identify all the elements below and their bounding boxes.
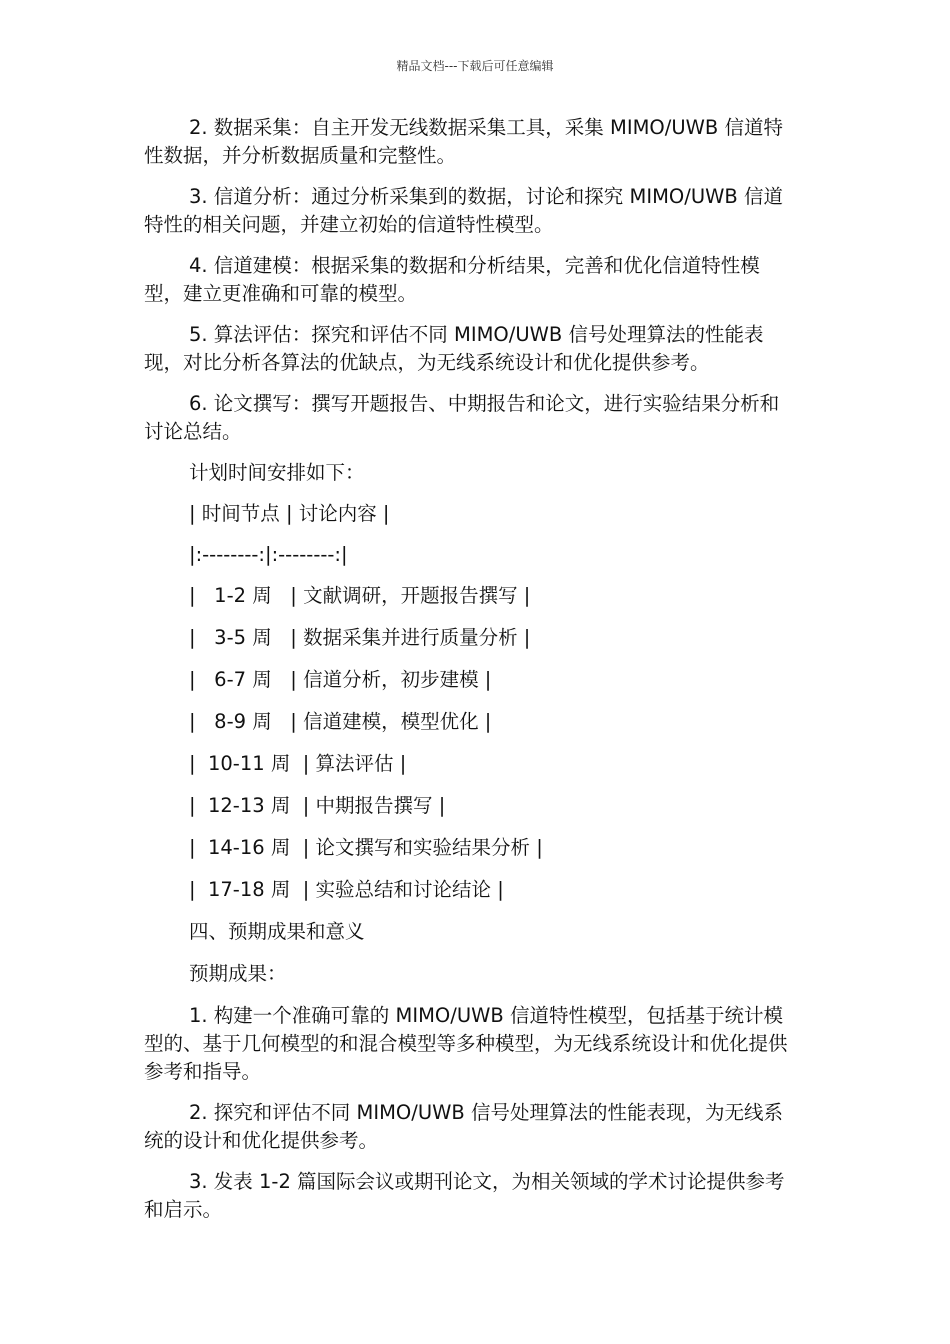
outcome-paragraph: 1. 构建一个准确可靠的 MIMO/UWB 信道特性模型，包括基于统计模型的、基于几何模型的和混合模型等多种模型，为无线系统设计和优化提供参考和指导。 [144, 1004, 788, 1083]
schedule-row: | 12-13 周 | 中期报告撰写 | [189, 794, 446, 817]
section-title: 四、预期成果和意义 [189, 920, 365, 943]
step-paragraph: 4. 信道建模：根据采集的数据和分析结果，完善和优化信道特性模型，建立更准确和可靠的模型。 [144, 254, 760, 305]
schedule-row: | 10-11 周 | 算法评估 | [189, 752, 407, 775]
schedule-table-header: | 时间节点 | 讨论内容 | [189, 502, 390, 525]
outcome-paragraph: 3. 发表 1-2 篇国际会议或期刊论文，为相关领域的学术讨论提供参考和启示。 [144, 1170, 785, 1221]
schedule-table-separator: |:--------:|:--------:| [189, 543, 348, 566]
step-paragraph: 2. 数据采集：自主开发无线数据采集工具，采集 MIMO/UWB 信道特性数据，并分析数据质量和完整性。 [144, 116, 783, 167]
schedule-row: | 17-18 周 | 实验总结和讨论结论 | [189, 878, 504, 901]
schedule-intro: 计划时间安排如下： [189, 461, 365, 484]
document-body [144, 114, 798, 1237]
section-subtitle: 预期成果： [189, 962, 287, 985]
page-header: 精品文档---下载后可任意编辑 [396, 59, 554, 73]
outcome-paragraph: 2. 探究和评估不同 MIMO/UWB 信号处理算法的性能表现，为无线系统的设计和优化提供参考。 [144, 1101, 783, 1152]
step-paragraph: 6. 论文撰写：撰写开题报告、中期报告和论文，进行实验结果分析和讨论总结。 [144, 392, 780, 443]
schedule-row: | 14-16 周 | 论文撰写和实验结果分析 | [189, 836, 543, 859]
step-paragraph: 5. 算法评估：探究和评估不同 MIMO/UWB 信号处理算法的性能表现，对比分析各算法的优缺点，为无线系统设计和优化提供参考。 [144, 323, 764, 374]
schedule-row: | 8-9 周 | 信道建模，模型优化 | [189, 710, 492, 733]
schedule-row: | 1-2 周 | 文献调研，开题报告撰写 | [189, 584, 531, 607]
schedule-row: | 6-7 周 | 信道分析，初步建模 | [189, 668, 492, 691]
step-paragraph: 3. 信道分析：通过分析采集到的数据，讨论和探究 MIMO/UWB 信道特性的相关问题，并建立初始的信道特性模型。 [144, 185, 783, 236]
schedule-row: | 3-5 周 | 数据采集并进行质量分析 | [189, 626, 531, 649]
